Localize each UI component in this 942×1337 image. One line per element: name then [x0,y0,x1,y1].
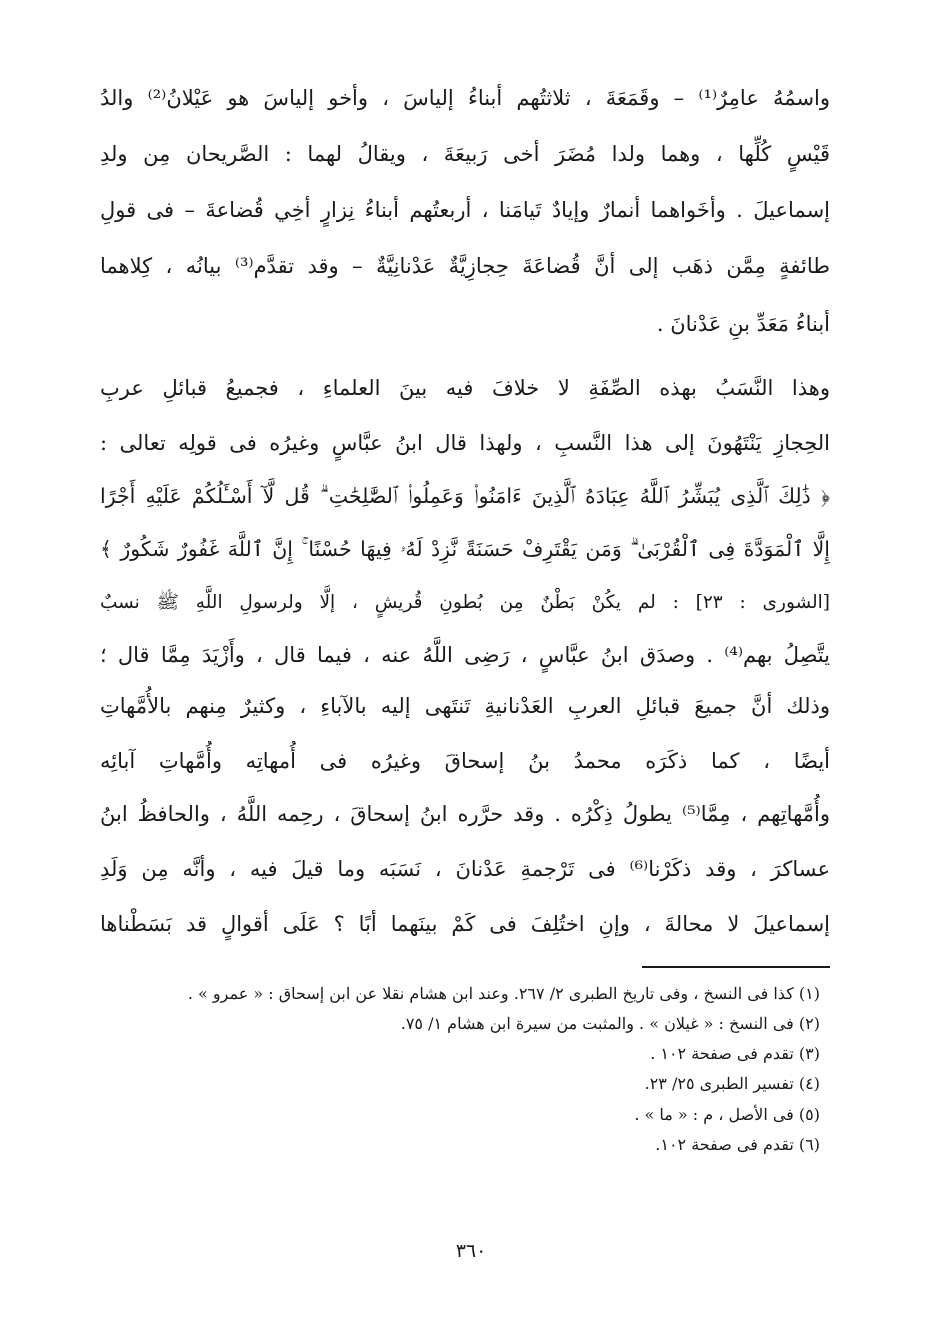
text-line: عساكرَ ، وقد ذكَرْنا⁽⁶⁾ فى تَرْجمةِ عَدْنانَ ، نَسَبَه وما قيلَ فيه ، وأنَّه مِن وَلَدِ [100,857,830,881]
quran-verse-line: إِلَّا ٱلْمَوَدَّةَ فِى ٱلْقُرْبَىٰ ۗ وَمَن يَقْتَرِفْ حَسَنَةً نَّزِدْ لَهُۥ فِيهَا حُسْنًا ۚ إِنَّ ٱللَّهَ غَفُورٌ شَكُورٌ ﴾ [100,537,830,561]
quran-verse-line: ﴿ ذَٰلِكَ ٱلَّذِى يُبَشِّرُ ٱللَّهُ عِبَادَهُ ٱلَّذِينَ ءَامَنُوا۟ وَعَمِلُوا۟ ٱلصَّٰلِحَٰتِ ۗ قُل لَّآ أَسْـَٔلُكُمْ عَلَيْهِ أَجْرًا [100,484,830,508]
footnote-item: (٣) تقدم فى صفحة ١٠٢ . [650,1044,820,1063]
text-line: أيضًا ، كما ذكَرَه محمدُ بنُ إسحاقَ وغيرُه فى أُمهاتِه وأُمَّهاتِ آبائِه [100,749,830,773]
text-line: طائفةٍ مِمَّن ذهَب إلى أنَّ قُضاعَةَ حِجازِيَّةٌ عَدْنانِيَّةٌ – وقد تقدَّم⁽³⁾ بيانُه ، كِلاهما [100,254,830,278]
main-text [100,78,830,958]
text-line: [الشورى : ٢٣] : لم يكُنْ بَطْنٌ مِن بُطونِ قُريشٍ ، إلَّا ولرسولِ اللَّهِ ﷺ نسبٌ [100,592,830,613]
text-line: وذلك أنَّ جميعَ قبائلِ العربِ العَدْنانيةِ تَنتَهى إليه بالآباءِ ، وكثيرٌ مِنهم بالأُمَّهاتِ [100,694,830,718]
page-number: ٣٦٠ [455,1240,487,1262]
footnote-divider [642,966,830,968]
text-line: الحِجازِ يَنْتَهُونَ إلى هذا النَّسبِ ، ولهذا قال ابنُ عبَّاسٍ وغيرُه فى قولِه تعالى : [100,431,830,455]
text-line: إسماعيلَ لا محالةَ ، وإنِ اختُلِفَ فى كَمْ بينَهما أبًا ؟ عَلَى أقوالٍ قد بَسَطْناها [100,912,830,936]
text-line: قَيْسٍ كُلِّها ، وهما ولدا مُضَرَ أخى رَبيعَةَ ، ويقالُ لهما : الصَّريحان مِن ولدِ [100,142,830,166]
text-line: وهذا النَّسَبُ بهذه الصِّفَةِ لا خلافَ فيه بينَ العلماءِ ، فجميعُ قبائلِ عربِ [100,376,830,400]
footnote-item: (٦) تقدم فى صفحة ١٠٢. [655,1135,820,1154]
footnote-item: (٤) تفسير الطبرى ٢٥/ ٢٣. [644,1074,820,1093]
text-line: أبناءُ مَعَدِّ بنِ عَدْنانَ . [656,312,830,336]
text-line: إسماعيلَ . وأخَواهما أنمارٌ وإيادٌ تَيامَنا ، أربعتُهم أبناءُ نِزارٍ أخِي قُضاعةَ – فى قولِ [100,198,830,222]
text-line: وأُمَّهاتِهم ، مِمَّا⁽⁵⁾ يطولُ ذِكْرُه . وقد حرَّره ابنُ إسحاقَ ، رحِمه اللَّهُ ، والحافظُ ابنُ [100,802,830,826]
footnote-item: (٢) فى النسخ : « غيلان » . والمثبت من سيرة ابن هشام ١/ ٧٥. [400,1014,820,1033]
text-line: واسمُهُ عامِرٌ⁽¹⁾ – وقَمَعَةَ ، ثلاثتُهم أبناءُ إلياسَ ، وأخو إلياسَ هو عَيْلانُ⁽²⁾ والدُ [100,86,830,110]
footnote-item: (٥) فى الأصل ، م : « ما » . [634,1105,820,1124]
footnote-item: (١) كذا فى النسخ ، وفى تاريخ الطبرى ٢/ ٢٦٧. وعند ابن هشام نقلا عن ابن إسحاق : « عمرو » . [187,984,820,1003]
text-line: يتَّصِلُ بهم⁽⁴⁾ . وصدَق ابنُ عبَّاسٍ ، رَضِى اللَّهُ عنه ، فيما قال ، وأَزْيَدَ مِمَّا قال ؛ [100,643,830,667]
